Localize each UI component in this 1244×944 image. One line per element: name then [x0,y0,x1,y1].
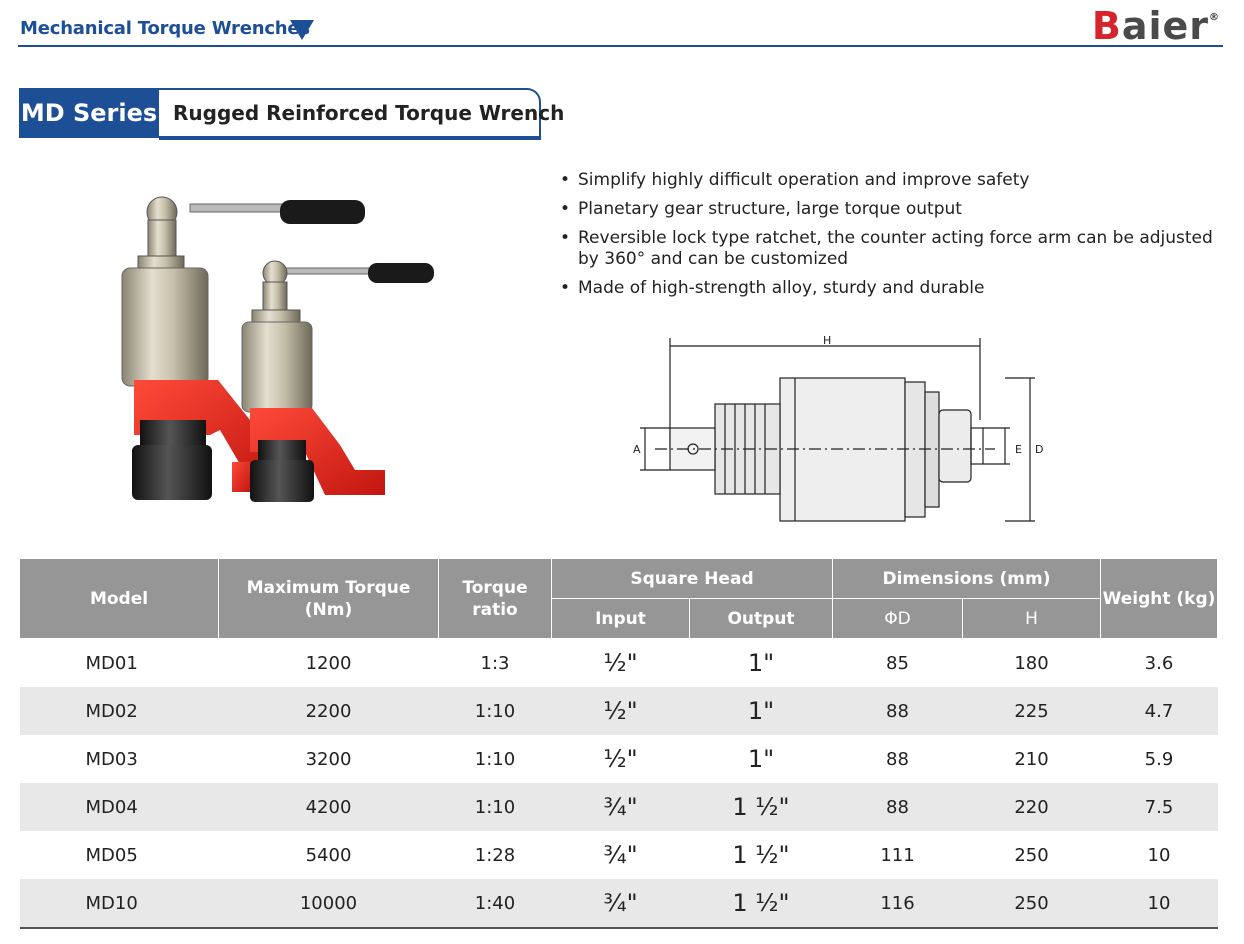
cell-input: ½" [603,745,638,773]
label-d: D [1035,443,1044,456]
cell-phi-d: 88 [886,748,909,770]
cell-weight: 10 [1147,844,1171,866]
col-weight: Weight (kg) [1101,559,1218,639]
series-name: MD Series [19,88,159,138]
col-input: Input [552,599,690,639]
cell-input: ½" [603,649,638,677]
table-row [20,687,1218,735]
cell-ratio: 1:3 [480,652,510,674]
cell-model: MD03 [85,748,138,770]
cell-ratio: 1:10 [439,687,552,735]
cell-h: 250 [963,879,1101,928]
cell-model: MD10 [20,879,219,928]
category-title: Mechanical Torque Wrenches [20,18,310,39]
col-h: H [963,599,1101,639]
brand-logo: Baier® [1091,4,1220,48]
cell-weight: 5.9 [1144,748,1174,770]
small-wrench [232,261,434,502]
cell-h: 250 [1014,844,1049,866]
feature-list [560,170,1220,307]
cell-phi-d: 111 [880,844,915,866]
col-square-head: Square Head [552,559,833,599]
feature-item: • Simplify highly difficult operation and improve safety [560,170,1220,191]
cell-torque: 5400 [305,844,352,866]
cell-model: MD02 [20,687,219,735]
feature-item: • Reversible lock type ratchet, the counter acting force arm can be adjusted by 360° and can be customized [560,228,1220,270]
cell-h: 225 [963,687,1101,735]
table-row [20,735,1218,783]
feature-item: • Made of high-strength alloy, sturdy and durable [560,278,1220,299]
table-row [20,831,1218,879]
label-e: E [1015,443,1022,456]
product-photo [100,190,450,510]
table-row [20,879,1218,928]
cell-phi-d: 88 [833,783,963,831]
col-phi-d: ΦD [833,599,963,639]
cell-output: 1 ½" [732,841,790,869]
cell-ratio: 1:10 [474,748,516,770]
cell-weight: 10 [1101,879,1218,928]
table-row [20,783,1218,831]
cell-model: MD05 [85,844,138,866]
cell-model: MD01 [85,652,138,674]
spec-table [19,558,1218,929]
cell-input: ½" [552,687,690,735]
cell-h: 210 [1014,748,1049,770]
cell-ratio: 1:28 [474,844,516,866]
cell-ratio: 1:40 [439,879,552,928]
cell-input: ¾" [603,841,638,869]
cell-phi-d: 88 [833,687,963,735]
cell-torque: 3200 [305,748,352,770]
cell-ratio: 1:10 [439,783,552,831]
cell-weight: 7.5 [1101,783,1218,831]
cell-torque: 2200 [219,687,439,735]
cell-torque: 4200 [219,783,439,831]
cell-output: 1" [690,687,833,735]
cell-h: 180 [1014,652,1049,674]
cell-input: ¾" [552,879,690,928]
dimension-drawing [625,330,1045,530]
cell-output: 1" [747,745,775,773]
cell-output: 1 ½" [690,879,833,928]
label-h: H [823,334,832,347]
series-subtitle: Rugged Reinforced Torque Wrench [173,101,565,125]
cell-output: 1 ½" [690,783,833,831]
triangle-down-icon [290,20,314,40]
cell-h: 220 [963,783,1101,831]
cell-torque: 10000 [219,879,439,928]
cell-weight: 3.6 [1144,652,1174,674]
cell-phi-d: 85 [886,652,909,674]
cell-phi-d: 116 [833,879,963,928]
table-row [20,639,1218,688]
cell-input: ¾" [552,783,690,831]
cell-torque: 1200 [305,652,352,674]
feature-item: • Planetary gear structure, large torque output [560,199,1220,220]
cell-output: 1" [747,649,775,677]
col-output: Output [690,599,833,639]
cell-weight: 4.7 [1101,687,1218,735]
col-ratio: Torque ratio [439,559,552,639]
col-max-torque: Maximum Torque (Nm) [219,559,439,639]
label-a: A [633,443,641,456]
col-model: Model [20,559,219,639]
cell-model: MD04 [20,783,219,831]
header-divider [18,45,1223,47]
col-dimensions: Dimensions (mm) [833,559,1101,599]
